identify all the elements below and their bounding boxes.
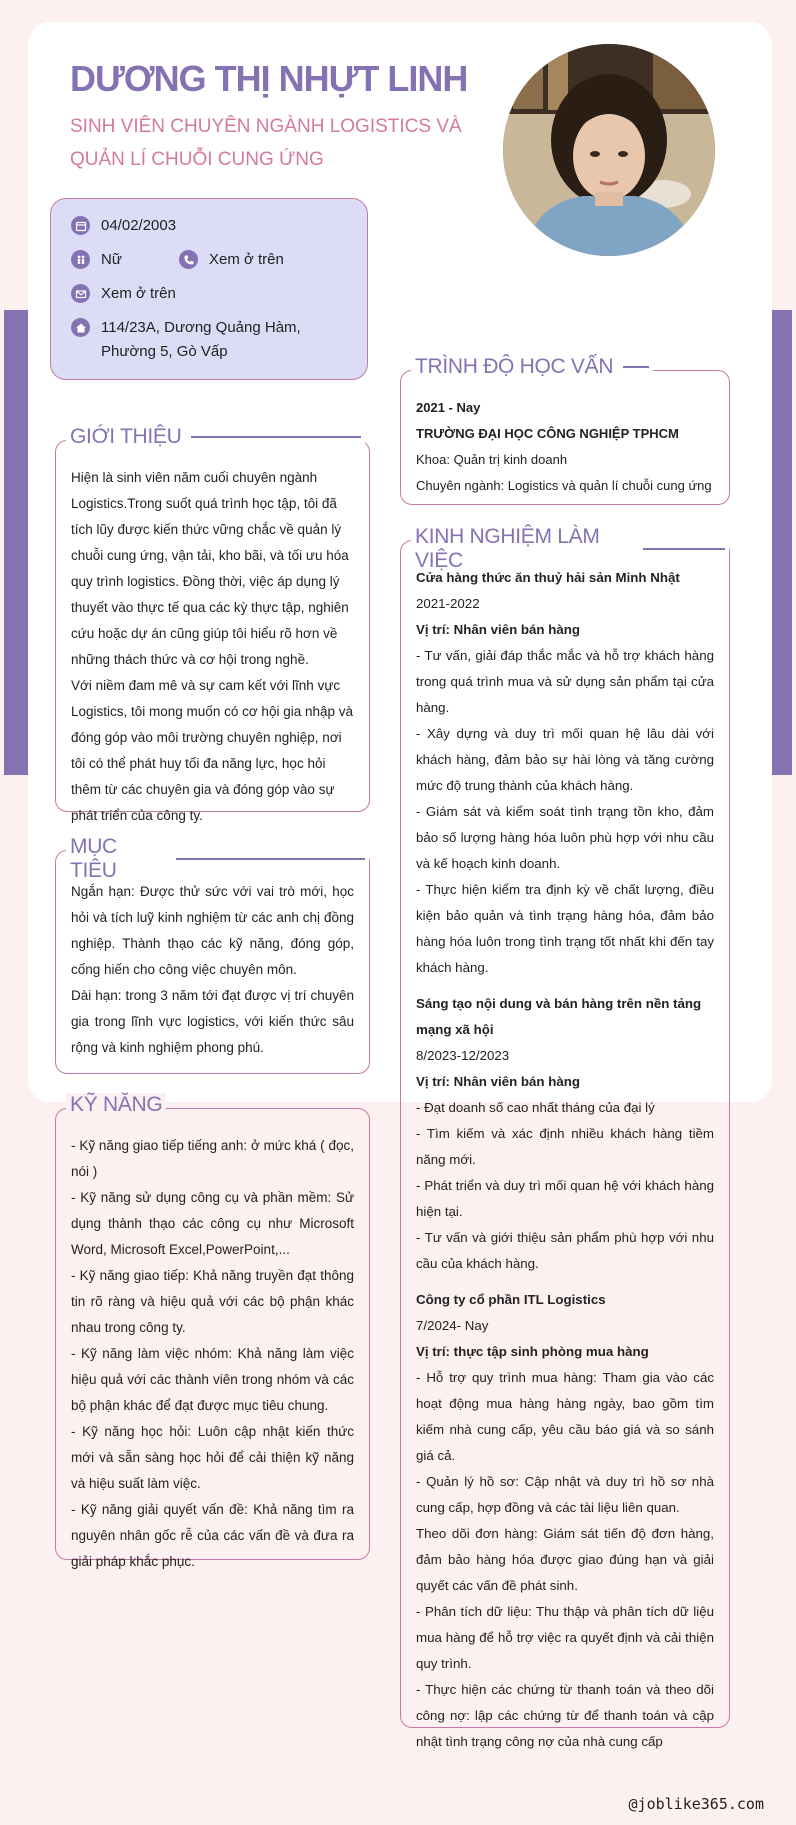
- contact-box: [50, 198, 368, 380]
- skill-item: - Kỹ năng giải quyết vấn đề: Khả năng tìm ra nguyên nhân gốc rễ của các vấn đề và đưa ra giải pháp khắc phục.: [71, 1502, 354, 1569]
- job-entry: [416, 991, 714, 1277]
- job-role: Vị trí: thực tập sinh phòng mua hàng: [416, 1344, 649, 1359]
- job-role: Vị trí: Nhân viên bán hàng: [416, 622, 581, 637]
- intro-section: [55, 425, 370, 823]
- phone-item: [179, 250, 284, 272]
- phone-text: Xem ở trên: [209, 251, 284, 268]
- birthday-text: 04/02/2003: [101, 217, 177, 234]
- job-task: - Giám sát và kiểm soát tình trạng tồn kho, đảm bảo số lượng hàng hóa luôn phù hợp với nhu cầu và kế hoạch kinh doanh.: [416, 804, 714, 871]
- goals-section: [55, 835, 370, 1074]
- job-period: 2021-2022: [416, 596, 480, 611]
- job-task: - Xây dựng và duy trì mối quan hệ lâu dài với khách hàng, đảm bảo sự hài lòng và tăng cường mức độ trung thành của khách hàng.: [416, 726, 714, 793]
- job-company: Sáng tạo nội dung và bán hàng trên nền tảng mạng xã hội: [416, 996, 702, 1037]
- job-period: 8/2023-12/2023: [416, 1048, 510, 1063]
- profile-photo: [503, 44, 715, 256]
- education-faculty: Khoa: Quản trị kinh doanh: [416, 452, 568, 467]
- job-task: - Hỗ trợ quy trình mua hàng: Tham gia vào các hoạt động mua hàng hàng ngày, bao gồm tìm kiếm nhà cung cấp, yêu cầu báo giá và so sánh giá cả.: [416, 1370, 714, 1463]
- email-item: [71, 284, 176, 306]
- birthday-item: [71, 216, 176, 238]
- education-heading: TRÌNH ĐỘ HỌC VẤN: [411, 355, 653, 379]
- job-task: - Phát triển và duy trì mối quan hệ với khách hàng hiện tại.: [416, 1178, 714, 1219]
- job-task: - Thực hiện kiểm tra định kỳ về chất lượng, điều kiện bảo quản và tình trạng hàng hóa, đảm bảo hàng hóa luôn trong tình trạng tốt nhất khi đến tay khách hàng.: [416, 882, 714, 975]
- intro-heading: GIỚI THIỆU: [66, 425, 365, 449]
- address-text: 114/23A, Dương Quảng Hàm, Phường 5, Gò Vấp: [101, 319, 301, 360]
- education-school: TRƯỜNG ĐẠI HỌC CÔNG NGHIỆP TPHCM: [416, 426, 679, 441]
- job-role: Vị trí: Nhân viên bán hàng: [416, 1074, 581, 1089]
- intro-paragraph-2: Với niềm đam mê và sự cam kết với lĩnh vực Logistics, tôi mong muốn có cơ hội gia nhập và đóng góp vào môi trường chuyên nghiệp, nơi tôi có thể phát huy tối đa năng lực, học hỏi thêm từ các chuyên gia và đóng góp vào sự phát triển của công ty.: [71, 678, 354, 823]
- gender-text: Nữ: [101, 251, 122, 268]
- job-company: Công ty cổ phần ITL Logistics: [416, 1292, 606, 1307]
- candidate-name: DƯƠNG THỊ NHỰT LINH: [70, 58, 468, 99]
- left-accent-band: [4, 310, 28, 775]
- education-section: [400, 355, 730, 505]
- skill-item: - Kỹ năng làm việc nhóm: Khả năng làm việc hiệu quả với các thành viên trong nhóm và các bộ phận khác để đạt được mục tiêu chung.: [71, 1346, 354, 1413]
- skill-item: - Kỹ năng học hỏi: Luôn cập nhật kiến thức mới và sẵn sàng học hỏi để cải thiện kỹ năng và hiệu suất làm việc.: [71, 1424, 354, 1491]
- home-icon: [71, 318, 90, 337]
- education-period: 2021 - Nay: [416, 400, 481, 415]
- calendar-icon: [71, 216, 90, 235]
- job-task: Theo dõi đơn hàng: Giám sát tiến độ đơn hàng, đảm bảo hàng hóa được giao đúng hạn và giải quyết các vấn đề phát sinh.: [416, 1526, 714, 1593]
- goal-long-term: Dài hạn: trong 3 năm tới đạt được vị trí chuyên gia trong lĩnh vực logistics, với kiến thức sâu rộng và kinh nghiệm phong phú.: [71, 988, 354, 1055]
- job-task: - Quản lý hồ sơ: Cập nhật và duy trì hồ sơ nhà cung cấp, hợp đồng và các tài liệu liên quan.: [416, 1474, 714, 1515]
- job-task: - Tìm kiếm và xác định nhiều khách hàng tiềm năng mới.: [416, 1126, 714, 1167]
- education-major: Chuyên ngành: Logistics và quản lí chuỗi cung ứng: [416, 478, 712, 493]
- gender-icon: [71, 250, 90, 269]
- experience-heading: KINH NGHIỆM LÀM VIỆC: [411, 525, 729, 573]
- skill-item: - Kỹ năng giao tiếp: Khả năng truyền đạt thông tin rõ ràng và hiệu quả với các bộ phận khác nhau trong công ty.: [71, 1268, 354, 1335]
- job-task: - Thực hiện các chứng từ thanh toán và theo dõi công nợ: lập các chứng từ để thanh toán và cập nhật tình trạng công nợ của nhà cung cấp: [416, 1682, 714, 1749]
- job-task: - Phân tích dữ liệu: Thu thập và phân tích dữ liệu mua hàng để hỗ trợ việc ra quyết định và cải thiện quy trình.: [416, 1604, 714, 1671]
- phone-icon: [179, 250, 198, 269]
- skill-item: - Kỹ năng giao tiếp tiếng anh: ở mức khá ( đọc, nói ): [71, 1138, 354, 1179]
- job-entry: [416, 1287, 714, 1755]
- skills-section: [55, 1093, 370, 1569]
- email-icon: [71, 284, 90, 303]
- skill-item: - Kỹ năng sử dụng công cụ và phần mềm: Sử dụng thành thạo các công cụ như Microsoft Word, Microsoft Excel,PowerPoint,...: [71, 1190, 354, 1257]
- candidate-title: SINH VIÊN CHUYÊN NGÀNH LOGISTICS VÀ QUẢN LÍ CHUỖI CUNG ỨNG: [70, 116, 462, 170]
- job-task: - Tư vấn và giới thiệu sản phẩm phù hợp với nhu cầu của khách hàng.: [416, 1230, 714, 1271]
- job-entry: [416, 565, 714, 981]
- goals-heading: MỤC TIÊU: [66, 835, 369, 883]
- footer-watermark: @joblike365.com: [628, 1795, 764, 1813]
- intro-paragraph-1: Hiện là sinh viên năm cuối chuyên ngành Logistics.Trong suốt quá trình học tập, tôi đã tích lũy được kiến thức vững chắc về quản lý chuỗi cung ứng, vận tải, kho bãi, và tối ưu hóa quy trình logistics. Đồng thời, việc áp dụng lý thuyết vào thực tế qua các kỳ thực tập, nghiên cứu hoặc dự án cũng giúp tôi hiểu rõ hơn về những thách thức và cơ hội trong nghề.: [71, 470, 349, 667]
- job-task: - Tư vấn, giải đáp thắc mắc và hỗ trợ khách hàng trong quá trình mua và sử dụng sản phẩm tại cửa hàng.: [416, 648, 714, 715]
- job-period: 7/2024- Nay: [416, 1318, 489, 1333]
- job-company: Cửa hàng thức ăn thuỷ hải sản Minh Nhật: [416, 570, 680, 585]
- address-item: [71, 318, 343, 364]
- goal-short-term: Ngắn hạn: Được thử sức với vai trò mới, học hỏi và tích luỹ kinh nghiệm từ các anh chị đồng nghiệp. Thành thạo các kỹ năng, đóng góp, cống hiến cho công việc chuyên môn.: [71, 884, 354, 977]
- gender-item: [71, 250, 122, 272]
- email-text: Xem ở trên: [101, 285, 176, 302]
- skills-heading: KỸ NĂNG: [66, 1093, 166, 1117]
- job-task: - Đạt doanh số cao nhất tháng của đại lý: [416, 1100, 655, 1115]
- experience-section: [400, 525, 730, 1749]
